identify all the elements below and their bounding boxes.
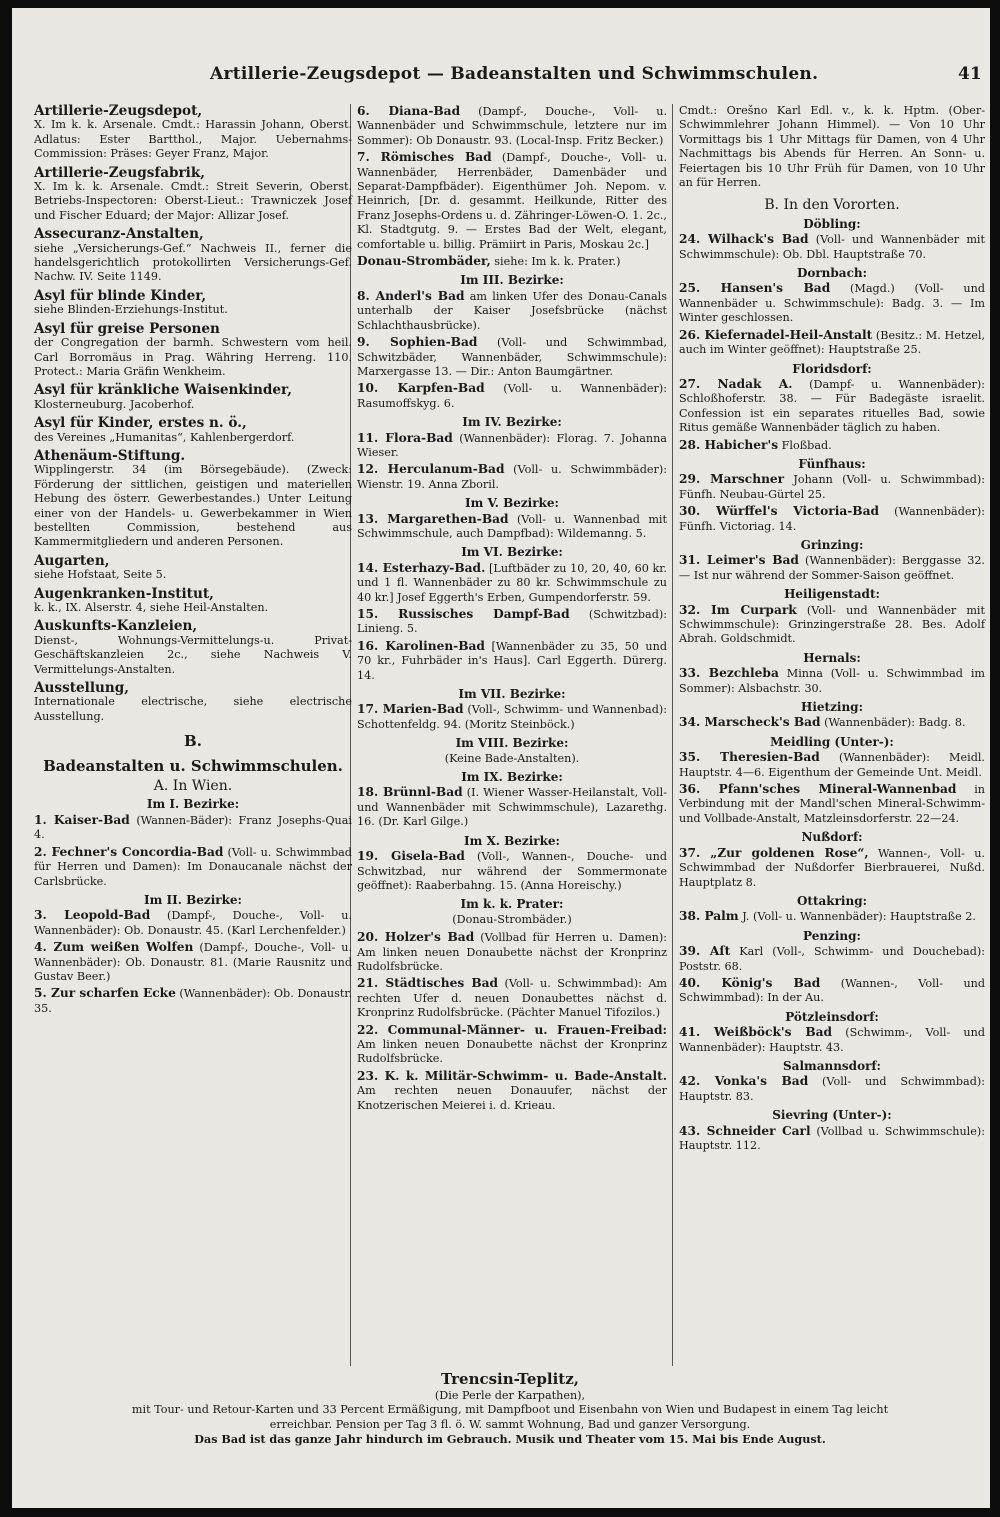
entry [34, 554, 352, 583]
district-heading: Im IV. Bezirke: [462, 415, 562, 430]
entry-heading: Asyl für blinde Kinder, [34, 287, 207, 304]
bath-name: 40. König's Bad [679, 975, 821, 990]
advertisement-line: (Die Perle der Karpathen), [434, 1389, 586, 1403]
district-note: (Keine Bade-Anstalten). [444, 751, 580, 765]
bath-details: (Voll- u. Wannenbäder): Rasumoffskyg. 6. [357, 382, 667, 410]
suburb-heading: Sievring (Unter-): [772, 1108, 892, 1123]
bath-details: (Wannenbäder): Meidl. Hauptstr. 4—6. Eigenthum der Gemeinde Unt. Meidl. [679, 751, 985, 779]
bath-name: 32. Im Curpark [679, 602, 797, 617]
bath-details: (Vollbad u. Schwimmschule): Hauptstr. 112. [679, 1124, 985, 1152]
list-item [34, 908, 352, 938]
bath-name: 10. Karpfen-Bad [357, 381, 485, 396]
suburb-heading: Hietzing: [801, 700, 863, 715]
bath-name: 30. Würffel's Victoria-Bad [679, 504, 879, 519]
entry-heading: Asyl für greise Personen [34, 320, 220, 337]
entry-heading: Artillerie-Zeugsdepot, [34, 103, 203, 119]
bath-details: (Dampf-, Douche-, Voll- u. Wannenbäder): Ob. Donaustr. 45. (Karl Lerchenfelder.) [34, 909, 352, 937]
entry-text: Internationale electrische, siehe electrische Ausstellung. [34, 695, 352, 723]
bath-name: 12. Herculanum-Bad [357, 462, 505, 477]
entry-text: des Vereines „Humanitas“, Kahlenbergerdorf. [34, 430, 295, 444]
entry-text: X. Im k. k. Arsenale. Cmdt.: Harassin Johann, Oberst. Adlatus: Ester Bartthol., Major. Uebernahms-Commission: Präses: Geyer Franz, Major. [34, 118, 352, 161]
bath-details: (Voll- u. Schwimmbäder): Wienstr. 19. Anna Zboril. [357, 463, 667, 491]
entry-text: Klosterneuburg. Jacoberhof. [34, 397, 195, 411]
bath-details: (Wannenbäder): Badg. 8. [824, 716, 966, 730]
list-item [357, 607, 667, 637]
list-item [34, 845, 352, 889]
bath-name: 14. Esterhazy-Bad. [357, 560, 486, 575]
list-item [357, 639, 667, 683]
district-heading: Im II. Bezirke: [144, 892, 242, 907]
bath-details: (Voll- und Schwimmbad): Hauptstr. 83. [679, 1075, 985, 1103]
bath-name: 1. Kaiser-Bad [34, 812, 130, 827]
suburb-heading: Ottakring: [796, 893, 868, 908]
list-item [679, 1025, 985, 1055]
bath-name: 28. Habicher's [679, 437, 779, 452]
bath-name: 26. Kiefernadel-Heil-Anstalt [679, 327, 873, 342]
bath-name: 41. Weißböck's Bad [679, 1025, 833, 1040]
bath-details: (Wannen-Bäder): Franz Josephs-Quai 4. [34, 813, 352, 842]
entry-text: der Congregation der barmh. Schwestern vom heil. Carl Borromäus in Prag. Währing Herreng. 110. Protect.: Maria Gräfin Wenkheim. [34, 336, 352, 378]
bath-name: 38. Palm [679, 909, 739, 924]
page-header [30, 64, 990, 102]
entry [34, 681, 352, 724]
suburb-heading: Fünfhaus: [798, 456, 866, 471]
bath-details: [Luftbäder zu 10, 20, 40, 60 kr. und 1 fl. Wannenbäder zu 80 kr. Schwimmschule zu 40 kr.] Josef Eggerth's Erben, Gumpendorferstr. 59. [357, 561, 667, 604]
bath-details: (Voll- und Schwimmbad, Schwitzbäder, Wannenbäder, Schwimmschule): Marxergasse 13. — Dir.: Anton Baumgärtner. [357, 336, 668, 378]
column-2 [357, 104, 667, 1115]
list-item [357, 930, 667, 974]
entry [34, 619, 352, 677]
entry-text: siehe Blinden-Erziehungs-Institut. [34, 303, 228, 317]
bath-name: 13. Margarethen-Bad [357, 511, 509, 526]
suburb-heading: Meidling (Unter-): [770, 734, 894, 749]
section-title: Badeanstalten u. Schwimmschulen. [43, 756, 343, 775]
entry [34, 104, 352, 162]
entry-heading: Auskunfts-Kanzleien, [34, 618, 198, 635]
list-item [357, 150, 667, 252]
list-item [357, 976, 667, 1020]
suburb-heading: Penzing: [803, 928, 861, 943]
entry-heading: Ausstellung, [34, 680, 129, 697]
bath-name: 33. Bezchleba [679, 666, 779, 681]
section-subtitle: B. In den Vororten. [764, 197, 900, 214]
bath-name: 27. Nadak A. [679, 376, 793, 391]
list-item [34, 940, 352, 984]
entry-heading: Asyl für Kinder, erstes n. ö., [34, 415, 247, 432]
bath-details: Am rechten neuen Donauufer, nächst der Knotzerischen Meierei i. d. Krieau. [357, 1084, 667, 1112]
column-3 [679, 104, 985, 1155]
entry-heading: Augarten, [34, 552, 110, 569]
bath-name: 31. Leimer's Bad [679, 553, 799, 568]
list-item [679, 750, 985, 780]
running-title: Artillerie-Zeugsdepot — Badeanstalten und Schwimmschulen. [210, 64, 819, 84]
district-heading: Im X. Bezirke: [463, 833, 560, 848]
bath-details: (Dampf-, Douche-, Voll- u. Wannenbäder, Herrenbäder, Damenbäder und Separat-Dampfbäder). Eigenthümer Joh. Nepom. v. Heinrich, [Dr. d. gesammt. Heilkunde, Ritter des Franz Josephs-Ordens u. d. Zähringer-Löwen-O. 1. 2c., Kl. Stadtgutg. 9. — Erstes Bad der Welt, elegant, comfortable u. billig. Prämiirt in Paris, Moskau 2c.] [357, 151, 668, 251]
list-item [679, 232, 985, 262]
list-item [357, 104, 667, 148]
district-heading: Im I. Bezirke: [146, 797, 240, 812]
bath-details: (Wannenbäder): Fünfh. Victoriag. 14. [679, 505, 985, 533]
district-heading: Im VII. Bezirke: [458, 687, 566, 702]
list-item [34, 986, 352, 1016]
district-note: (Donau-Strombäder.) [452, 912, 572, 926]
entry [34, 289, 352, 318]
bath-name: 35. Theresien-Bad [679, 750, 820, 765]
list-item [357, 462, 667, 492]
list-item [679, 944, 985, 974]
entry-heading: Athenäum-Stiftung. [34, 447, 186, 464]
page-number: 41 [958, 64, 982, 84]
list-item [357, 512, 667, 542]
entry [34, 449, 352, 550]
bath-details: Karl (Voll-, Schwimm- und Douchebad): Poststr. 68. [679, 945, 985, 973]
list-item [357, 289, 667, 333]
entry-text: Dienst-, Wohnungs-Vermittelungs-u. Privat-Geschäftskanzleien 2c., siehe Nachweis V. Vermittelungs-Anstalten. [34, 633, 352, 676]
list-item [357, 381, 667, 411]
bath-name: Donau-Strombäder, [357, 254, 491, 269]
bath-details: (Voll- u. Schwimmbad): Am rechten Ufer d. neuen Donaubettes nächst d. Kronprinz Rudolfsbrücke. (Pächter Manuel Tifozilos.) [357, 977, 668, 1020]
entry-heading: Assecuranz-Anstalten, [34, 226, 204, 243]
bath-name: 22. Communal-Männer- u. Frauen-Freibad: [357, 1022, 667, 1037]
district-heading: Im III. Bezirke: [460, 273, 564, 288]
bath-name: 25. Hansen's Bad [679, 281, 831, 296]
bath-details: (Schwitzbad): Linieng. 5. [357, 608, 667, 636]
bath-details: siehe: Im k. k. Prater.) [494, 255, 621, 269]
bath-details: (Dampf- u. Wannenbäder): Schloßhoferstr. 38. — Für Badegäste israelit. Confession ist ein separates rituelles Bad, sowie Ritus gemäße Wannenbäder täglich zu haben. [679, 377, 985, 435]
list-item [679, 846, 985, 890]
entry-text: X. Im k. k. Arsenale. Cmdt.: Streit Severin, Oberst. Betriebs-Inspectoren: Oberst-Lieut.: Trawniczek Josef und Fischer Eduard; der Major: Allizar Josef. [34, 180, 352, 222]
list-item [357, 335, 667, 379]
advertisement-title: Trencsin-Teplitz, [441, 1370, 579, 1388]
bath-name: 15. Russisches Dampf-Bad [357, 607, 570, 621]
bath-details: (Wannenbäder): Berggasse 32. — Ist nur während der Sommer-Saison geöffnet. [679, 554, 985, 582]
page-sheet [12, 8, 990, 1508]
entry-text: siehe „Versicherungs-Gef.“ Nachweis II., ferner die handelsgerichtlich protokollirten Versicherungs-Gef. Nachw. IV. Seite 1149. [34, 241, 352, 284]
suburb-heading: Dornbach: [796, 266, 868, 281]
continued-text: Cmdt.: Orešno Karl Edl. v., k. k. Hptm. (Ober-Schwimmlehrer Johann Himmel). — Von 10 Uhr Vormittags bis 1 Uhr Mittags für Damen, von 4 Uhr Nachmittags bis Abends für Herren. An Sonn- u. Feiertagen bis 10 Uhr Früh für Damen, von 10 Uhr an für Herren. [679, 104, 985, 190]
bath-name: 8. Anderl's Bad [357, 288, 465, 303]
bath-details: (Besitz.: M. Hetzel, auch im Winter geöffnet): Hauptstraße 25. [679, 328, 986, 357]
district-heading: Im VI. Bezirke: [461, 545, 563, 560]
bath-name: 43. Schneider Carl [679, 1123, 811, 1138]
list-item [679, 377, 985, 436]
bath-name: 23. K. k. Militär-Schwimm- u. Bade-Anstalt. [357, 1068, 667, 1083]
bath-name: 21. Städtisches Bad [357, 976, 499, 991]
bath-details: (Vollbad für Herren u. Damen): Am linken neuen Donaubette nächst der Kronprinz Rudolfsbrücke. [357, 931, 668, 973]
list-item [357, 849, 667, 893]
bath-name: 11. Flora-Bad [357, 430, 453, 445]
entry-text: siehe Hofstaat, Seite 5. [34, 568, 167, 582]
bath-name: 20. Holzer's Bad [357, 930, 475, 945]
list-item [357, 1069, 667, 1113]
suburb-heading: Salmannsdorf: [783, 1058, 881, 1073]
bath-details: Wannen-, Voll- u. Schwimmbad der Nußdorfer Bierbrauerei, Nußd. Hauptplatz 8. [679, 846, 985, 889]
bath-details: (Wannen-, Voll- und Schwimmbad): In der Au. [679, 976, 986, 1005]
entry [34, 383, 352, 412]
bath-name: 16. Karolinen-Bad [357, 638, 485, 653]
list-item [357, 254, 667, 269]
list-item [679, 438, 985, 453]
list-item [679, 909, 985, 924]
bath-name: 2. Fechner's Concordia-Bad [34, 844, 224, 859]
bath-name: 3. Leopold-Bad [34, 908, 151, 923]
advertisement-line: erreichbar. Pension per Tag 3 fl. ö. W. sammt Wohnung, Bad und ganzer Versorgung. [269, 1417, 751, 1431]
suburb-heading: Nußdorf: [801, 830, 863, 845]
bath-name: 17. Marien-Bad [357, 702, 464, 717]
bath-name: 34. Marscheck's Bad [679, 715, 821, 730]
list-item [679, 715, 985, 730]
section-subtitle: A. In Wien. [153, 778, 233, 795]
list-item [357, 431, 667, 461]
bath-details: Minna (Voll- u. Schwimmbad im Sommer): Alsbachstr. 30. [679, 667, 986, 695]
list-item [679, 553, 985, 583]
bath-name: 36. Pfann'sches Mineral-Wannenbad [679, 782, 957, 797]
bath-details: Floßbad. [781, 438, 832, 452]
entry-text: Wipplingerstr. 34 (im Börsegebäude). (Zweck: Förderung der sittlichen, geistigen und materiellen Hebung des österr. Gewerbestandes.) Unter Leitung einer von der Handels- u. Gewerbekammer in Wien bestellten Commission, bestehend aus Kammermitgliedern und anderen Personen. [34, 463, 352, 549]
entry [34, 227, 352, 285]
bath-details: in Verbindung mit der Mandl'schen Mineral-Schwimm- und Vollbade-Anstalt, Matzleinsdorferstr. 22—24. [679, 783, 985, 825]
suburb-heading: Heiligenstadt: [784, 587, 880, 602]
entry [34, 166, 352, 224]
bath-details: (Schwimm-, Voll- und Wannenbäder): Hauptstr. 43. [679, 1026, 985, 1054]
advertisement-line: mit Tour- und Retour-Karten und 33 Percent Ermäßigung, mit Dampfboot und Eisenbahn von Wien und Budapest in einem Tag leicht [131, 1403, 889, 1417]
list-item [679, 976, 985, 1006]
list-item [679, 603, 985, 647]
district-heading: Im V. Bezirke: [465, 496, 559, 511]
list-item [679, 472, 985, 502]
bath-name: 7. Römisches Bad [357, 150, 492, 165]
suburb-heading: Grinzing: [800, 537, 864, 552]
entry-heading: Artillerie-Zeugsfabrik, [34, 164, 205, 181]
bath-details: (I. Wiener Wasser-Heilanstalt, Voll- und Wannenbäder mit Schwimmschule), Lazarethg. 16. (Dr. Karl Gilge.) [357, 786, 667, 829]
list-item [679, 328, 985, 358]
bath-details: (Voll-, Wannen-, Douche- und Schwitzbad, nur während der Sommermonate geöffnet): Raaberbahng. 15. (Anna Horeischy.) [357, 850, 668, 892]
list-item [357, 1023, 667, 1067]
bath-name: 42. Vonka's Bad [679, 1074, 809, 1089]
bath-name: 37. „Zur goldenen Rose“, [679, 845, 869, 860]
list-item [34, 813, 352, 843]
suburb-heading: Döbling: [803, 216, 861, 231]
entry [34, 587, 352, 616]
list-item [357, 561, 667, 605]
bath-details: [Wannenbäder zu 35, 50 und 70 kr., Fuhrbäder in's Haus]. Carl Eggerth. Dürerg. 14. [357, 639, 667, 682]
list-item [679, 1124, 985, 1154]
bath-name: 18. Brünnl-Bad [357, 785, 463, 800]
list-item [679, 666, 985, 696]
suburb-heading: Pötzleinsdorf: [785, 1009, 879, 1024]
bath-details: (Voll- u. Schwimmbad für Herren und Damen): Im Donaucanale nächst der Carlsbrücke. [34, 845, 352, 888]
entry-text: k. k., IX. Alserstr. 4, siehe Heil-Anstalten. [34, 601, 269, 614]
bath-name: 9. Sophien-Bad [357, 335, 478, 350]
bath-name: 29. Marschner [679, 472, 785, 487]
column-rule-2 [672, 104, 673, 1366]
entry [34, 416, 352, 445]
list-item [357, 702, 667, 732]
bath-details: (Voll-, Schwimm- und Wannenbad): Schottenfeldg. 94. (Moritz Steinböck.) [357, 703, 667, 731]
bath-name: 6. Diana-Bad [357, 104, 461, 118]
bath-details: (Voll- u. Wannenbad mit Schwimmschule, auch Dampfbad): Wildemanng. 5. [357, 512, 668, 540]
suburb-heading: Hernals: [803, 650, 861, 665]
bath-name: 19. Gisela-Bad [357, 849, 465, 864]
bath-name: 39. Aſt [679, 944, 731, 959]
suburb-heading: Floridsdorf: [792, 361, 872, 376]
list-item [679, 281, 985, 325]
section-letter: B. [184, 732, 202, 751]
entry-heading: Augenkranken-Institut, [34, 585, 214, 602]
bath-details: Am linken neuen Donaubette nächst der Kronprinz Rudolfsbrücke. [357, 1037, 667, 1066]
bath-name: 4. Zum weißen Wolfen [34, 940, 194, 955]
bath-details: Johann (Voll- u. Schwimmbad): Fünfh. Neubau-Gürtel 25. [679, 473, 986, 501]
column-1 [34, 104, 352, 1018]
advertisement-line: Das Bad ist das ganze Jahr hindurch im Gebrauch. Musik und Theater vom 15. Mai bis Ende August. [194, 1431, 826, 1446]
bath-details: (Dampf-, Douche-, Voll- u. Wannenbäder und Schwimmschule, letztere nur im Sommer): Ob Donaustr. 93. (Local-Insp. Fritz Becker.) [357, 105, 668, 147]
bath-details: am linken Ufer des Donau-Canals unterhalb der Kaiser Josefsbrücke (nächst Schlachthausbrücke). [357, 289, 667, 332]
bath-name: 24. Wilhack's Bad [679, 232, 809, 247]
bath-details: (Dampf-, Douche-, Voll- u. Wannenbäder): Ob. Donaustr. 81. (Marie Rausnitz und Gustav Beer.) [34, 941, 353, 983]
advertisement [34, 1372, 986, 1446]
district-heading: Im VIII. Bezirke: [455, 736, 569, 751]
bath-details: (Voll- und Wannenbäder mit Schwimmschule): Ob. Dbl. Hauptstraße 70. [679, 233, 986, 261]
district-heading: Im k. k. Prater: [460, 897, 564, 912]
list-item [679, 504, 985, 534]
bath-details: J. (Voll- u. Wannenbäder): Hauptstraße 2. [742, 910, 976, 924]
entry-heading: Asyl für kränkliche Waisenkinder, [34, 382, 292, 399]
bath-details: (Magd.) (Voll- und Wannenbäder u. Schwimmschule): Badg. 3. — Im Winter geschlossen. [679, 282, 985, 325]
bath-details: (Voll- und Wannenbäder mit Schwimmschule): Grinzingerstraße 28. Bes. Adolf Abrah. Goldschmidt. [679, 603, 985, 646]
entry [34, 322, 352, 380]
bath-details: (Wannenbäder): Florag. 7. Johanna Wieser. [357, 431, 667, 459]
list-item [357, 785, 667, 829]
district-heading: Im IX. Bezirke: [461, 770, 563, 785]
bath-name: 5. Zur scharfen Ecke [34, 986, 176, 1001]
list-item [679, 1074, 985, 1104]
bath-details: (Wannenbäder): Ob. Donaustr. 35. [34, 987, 353, 1015]
list-item [679, 782, 985, 826]
